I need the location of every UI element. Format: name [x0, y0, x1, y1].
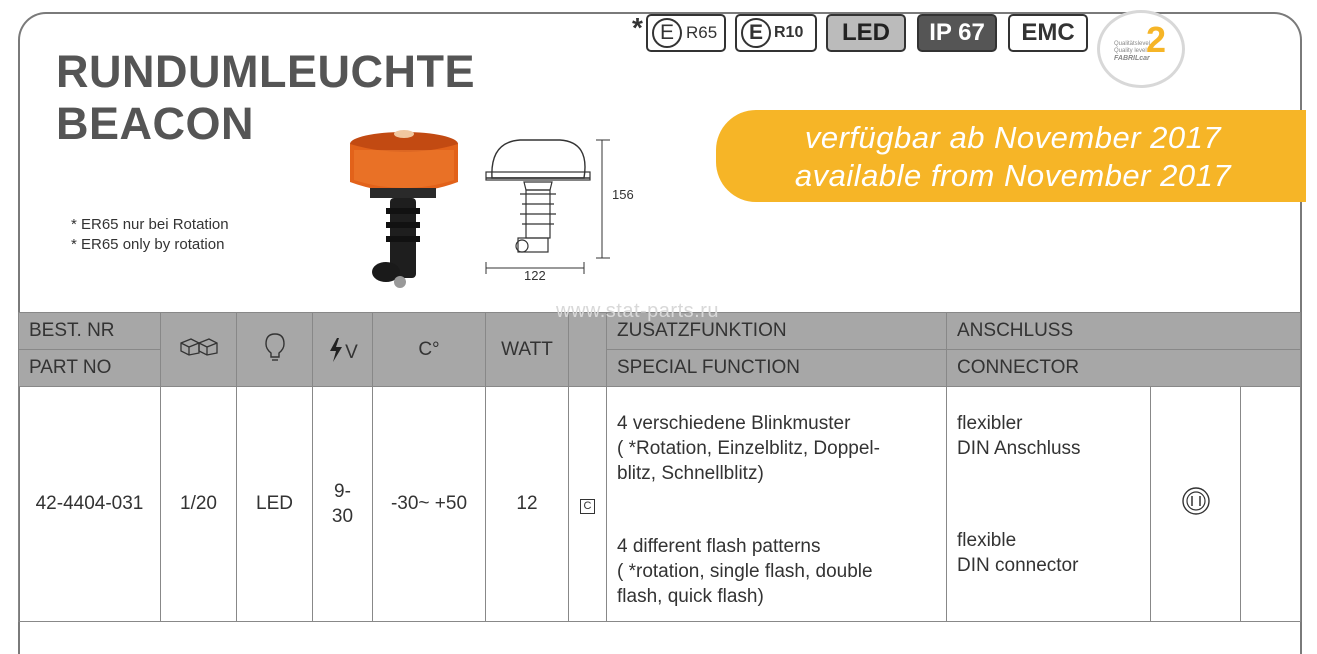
function-en-line-2: ( *rotation, single flash, double — [617, 561, 873, 582]
cell-lamp: LED — [237, 387, 313, 622]
function-en-line-3: flash, quick flash) — [617, 586, 764, 607]
title-en: BEACON — [56, 98, 255, 149]
connector-en-line-1: flexible — [957, 530, 1017, 551]
header-part-de: BEST. NR — [19, 313, 161, 350]
header-part-en: PART NO — [19, 350, 161, 387]
function-de-line-1: 4 verschiedene Blinkmuster — [617, 413, 851, 434]
table-row — [19, 387, 1301, 622]
cell-voltage — [313, 387, 373, 622]
availability-de: verfügbar ab November 2017 — [804, 120, 1222, 155]
package-boxes-icon — [179, 337, 219, 357]
header-connector-en: CONNECTOR — [947, 350, 1301, 387]
header-temp: C° — [373, 313, 486, 387]
header-mark-empty — [569, 313, 607, 387]
connector-de-line-2: DIN Anschluss — [957, 438, 1081, 459]
header-function-de: ZUSATZFUNKTION — [607, 313, 947, 350]
emc-badge: EMC — [1008, 14, 1088, 52]
dimension-drawing — [480, 134, 610, 284]
quality-small-2: Quality level — [1114, 48, 1147, 54]
voltage-unit: V — [345, 341, 358, 363]
function-en-line-1: 4 different flash patterns — [617, 536, 821, 557]
quality-level-badge — [1097, 10, 1185, 88]
availability-banner — [716, 110, 1306, 202]
voltage-line-2: 30 — [331, 506, 354, 527]
quality-level-number: 2 — [1146, 19, 1167, 60]
function-de-line-2: ( *Rotation, Einzelblitz, Doppel- — [617, 438, 880, 459]
quality-brand: FABRILcar — [1114, 55, 1150, 62]
note-de: * ER65 nur bei Rotation — [71, 216, 229, 233]
cell-temp: -30~ +50 — [373, 387, 486, 622]
header-watt: WATT — [486, 313, 569, 387]
e-mark-circle-icon: E — [652, 18, 682, 48]
cell-pack: 1/20 — [161, 387, 237, 622]
function-de-line-3: blitz, Schnellblitz) — [617, 463, 764, 484]
quality-small-1: Qualitätslevel — [1114, 41, 1151, 47]
cell-function — [607, 387, 947, 622]
e-mark-r10-badge — [735, 14, 817, 52]
star-mark: * — [632, 12, 643, 43]
din-socket-icon — [1180, 485, 1212, 517]
connector-de-line-1: flexibler — [957, 413, 1023, 434]
cell-part-no: 42-4404-031 — [19, 387, 161, 622]
title-de: RUNDUMLEUCHTE — [56, 46, 475, 97]
header-voltage-cell — [313, 313, 373, 387]
bulb-icon — [264, 332, 286, 362]
cell-watt: 12 — [486, 387, 569, 622]
cell-mark — [569, 387, 607, 622]
led-badge: LED — [826, 14, 906, 52]
lightning-icon — [327, 336, 345, 364]
e-code-r10: R10 — [774, 24, 804, 41]
e-code-r65: R65 — [686, 23, 718, 42]
header-connector-de: ANSCHLUSS — [947, 313, 1301, 350]
dimension-width: 122 — [524, 268, 546, 283]
quality-small-text — [1114, 41, 1150, 62]
spec-table — [18, 312, 1301, 622]
cell-empty — [1241, 387, 1301, 622]
cell-connector-icon — [1151, 387, 1241, 622]
header-lamp-cell — [237, 313, 313, 387]
header-pack-cell — [161, 313, 237, 387]
watermark: www.stat-parts.ru — [556, 300, 719, 322]
notes — [71, 215, 229, 255]
dimension-height: 156 — [612, 187, 634, 202]
cell-connector — [947, 387, 1151, 622]
note-en: * ER65 only by rotation — [71, 236, 225, 253]
header-function-en: SPECIAL FUNCTION — [607, 350, 947, 387]
voltage-line-1: 9- — [334, 481, 351, 502]
c-mark-icon: C — [580, 499, 595, 514]
beacon-photo — [340, 122, 470, 294]
e-mark-r65-badge — [646, 14, 726, 52]
ip67-badge: IP 67 — [917, 14, 997, 52]
e-mark-circle-icon: E — [741, 18, 771, 48]
connector-en-line-2: DIN connector — [957, 555, 1079, 576]
availability-en: available from November 2017 — [794, 158, 1232, 193]
